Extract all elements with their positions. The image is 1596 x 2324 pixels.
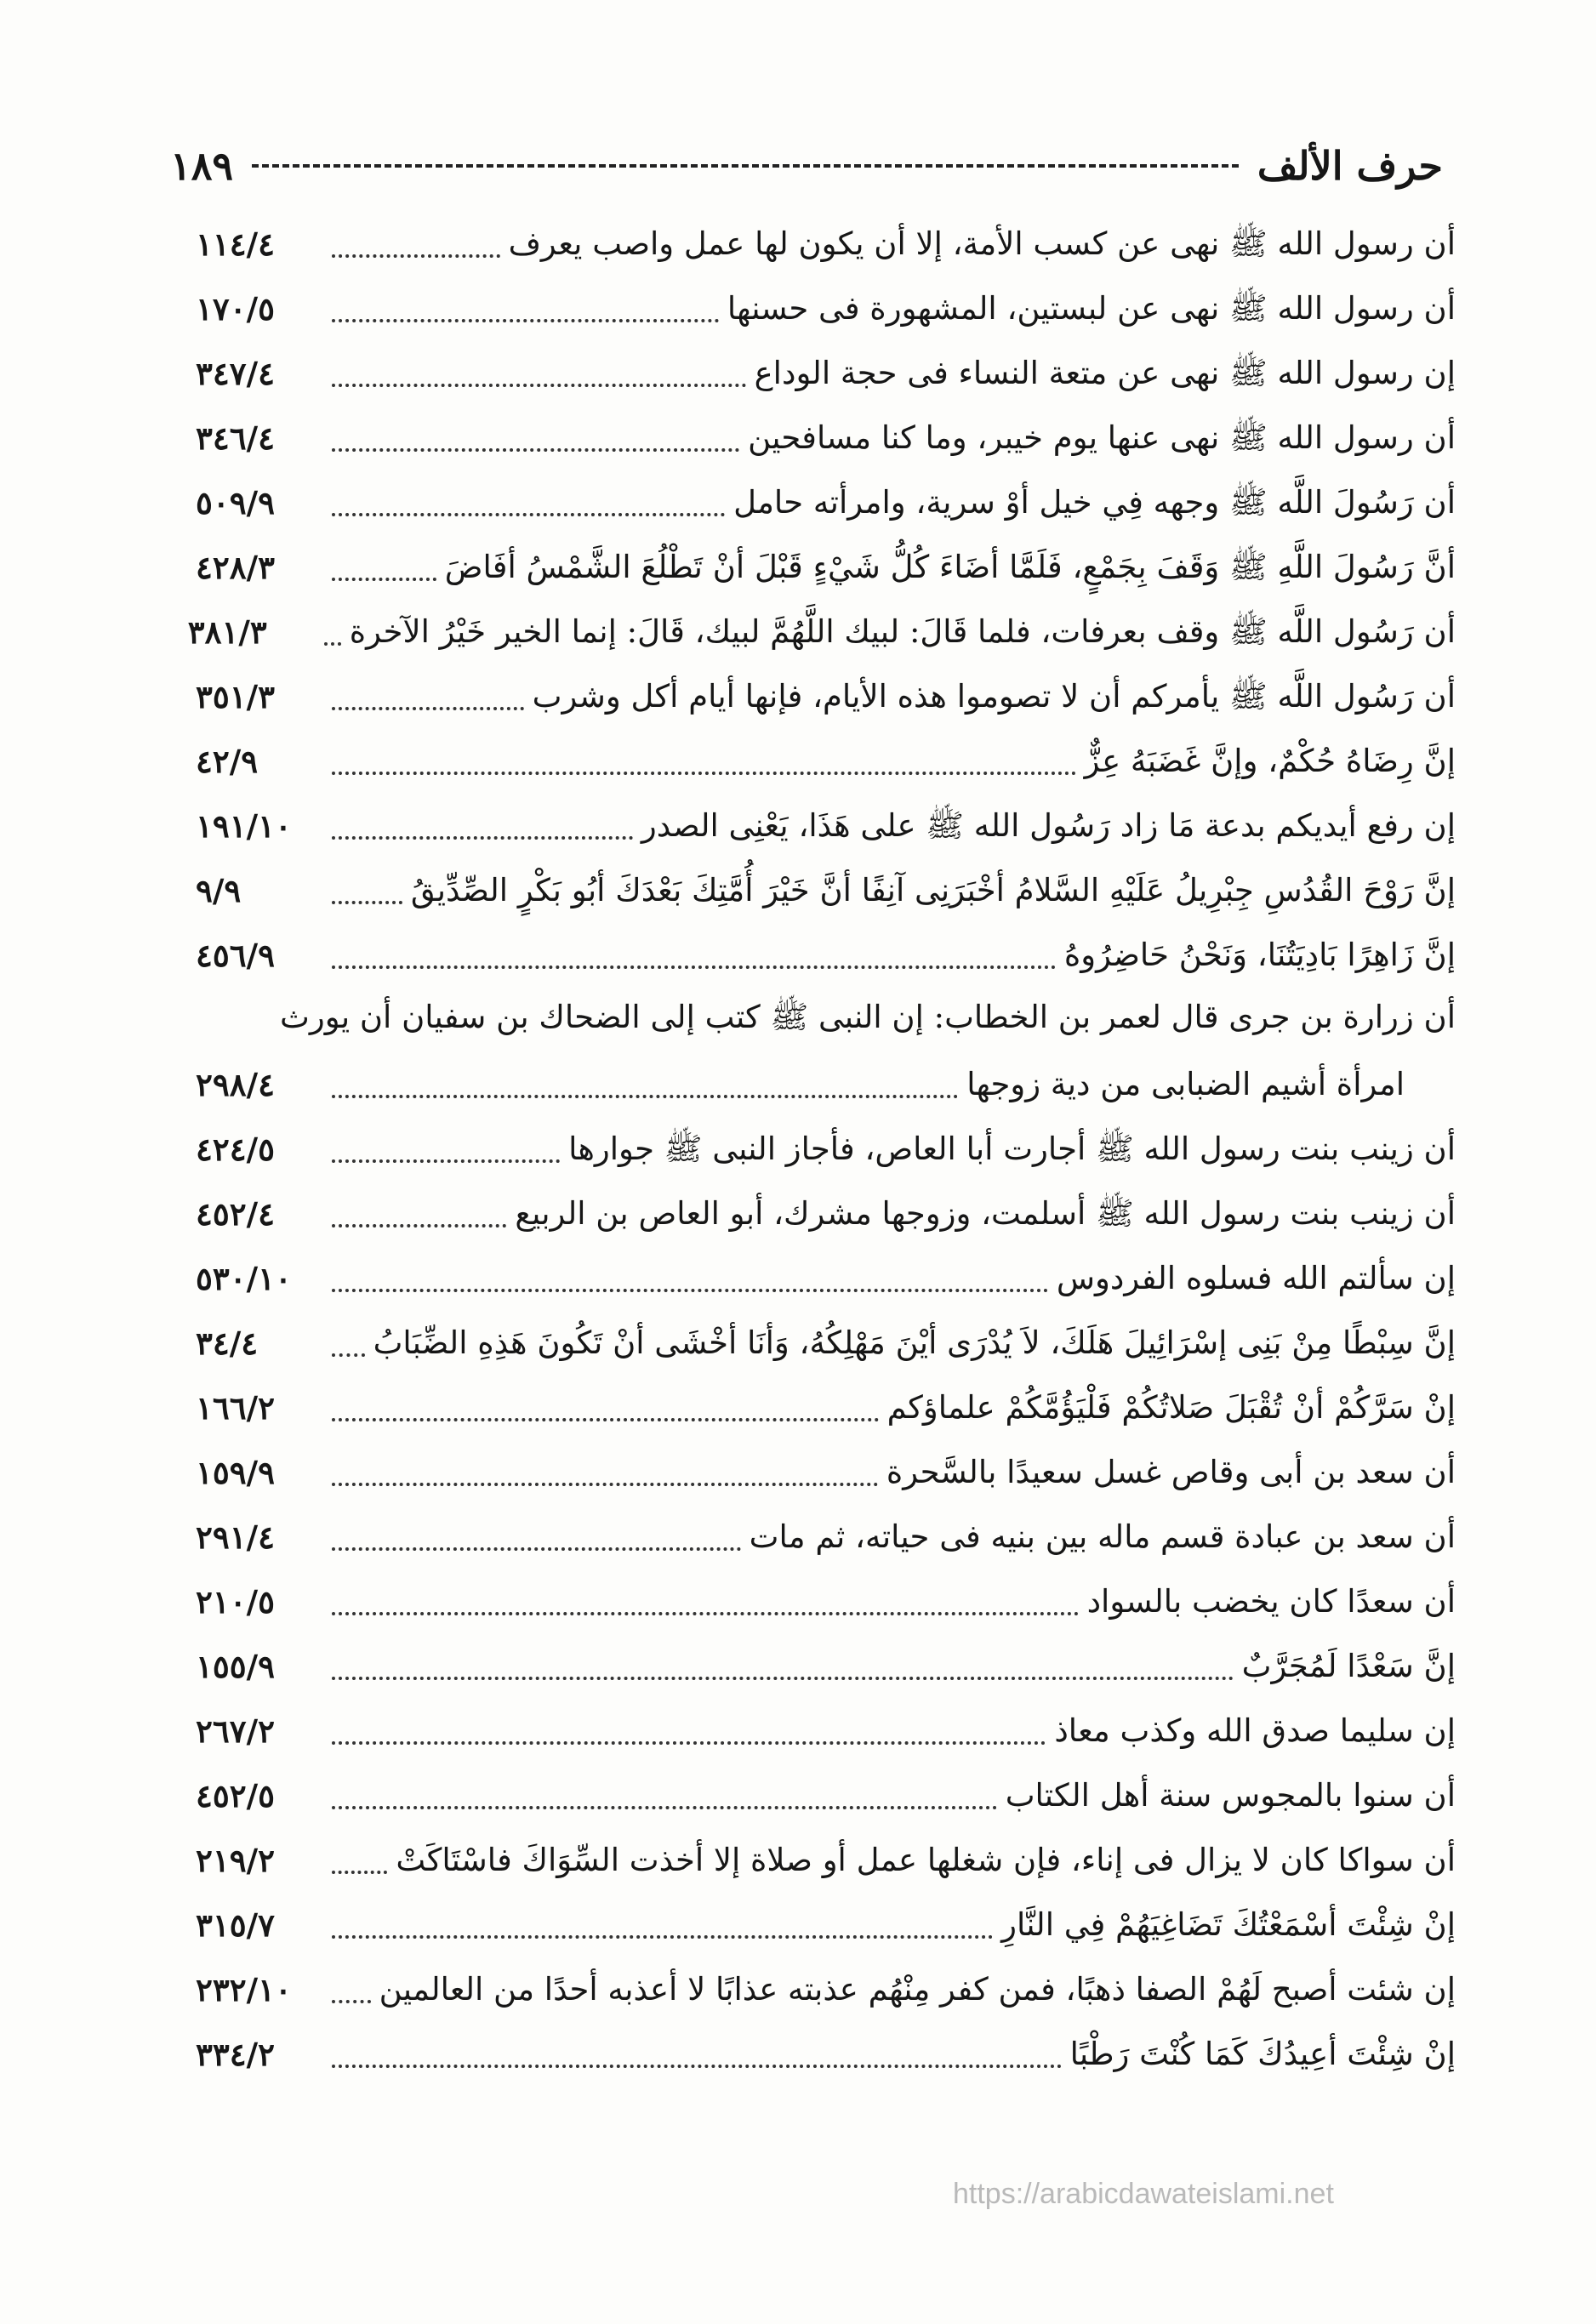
volume-page-reference: ٤٥٢/٥ — [196, 1777, 276, 1814]
index-entry — [196, 920, 1456, 984]
leader-dots — [332, 707, 524, 710]
volume-page-reference: ٣٥١/٣ — [196, 678, 276, 715]
index-entry — [196, 402, 1456, 467]
chapter-title: حرف الألف — [1257, 143, 1443, 189]
entry-text: إن رفع أيديكم بدعة مَا زاد رَسُول الله ﷺ على هَذَا، يَعْنِى الصدر — [641, 807, 1456, 844]
volume-page-reference: ١٥٥/٩ — [196, 1648, 276, 1685]
hadith-index-list — [187, 208, 1456, 2083]
index-entry — [196, 1307, 1456, 1372]
leader-dots — [332, 513, 725, 516]
volume-page-reference: ٣١٥/٧ — [196, 1906, 276, 1944]
index-entry — [196, 273, 1456, 338]
volume-page-reference: ٣٤٦/٤ — [196, 419, 276, 457]
index-entry — [196, 532, 1456, 596]
index-entry — [196, 1049, 1456, 1114]
volume-page-reference: ٣٨١/٣ — [187, 613, 267, 651]
index-entry — [196, 1760, 1456, 1825]
volume-page-reference: ٤٢/٩ — [196, 743, 259, 780]
index-entry — [196, 1695, 1456, 1760]
entry-text: أن سعدًا كان يخضب بالسواد — [1086, 1583, 1456, 1620]
index-entry — [196, 1114, 1456, 1178]
leader-dots — [332, 448, 739, 452]
entry-text: إن سليما صدق الله وكذب معاذ — [1054, 1712, 1456, 1749]
index-entry — [196, 1437, 1456, 1501]
volume-page-reference: ٤٢٨/٣ — [196, 549, 276, 586]
leader-dots — [332, 965, 1056, 969]
entry-text: إنْ شِئْتَ أسْمَعْتُكَ تَضَاغِيَهُمْ فِي النَّارِ — [1001, 1906, 1456, 1943]
watermark-url: https://arabicdawateislami.net — [953, 2178, 1334, 2210]
index-entry — [196, 1889, 1456, 1954]
leader-dots — [332, 1741, 1046, 1745]
volume-page-reference: ١٩١/١٠ — [196, 807, 292, 845]
volume-page-reference: ٢٦٧/٢ — [196, 1712, 276, 1750]
entry-text: أن رَسُولَ اللَّه ﷺ وجهه فِي خيل أوْ سرية، وامرأته حامل — [733, 484, 1456, 521]
volume-page-reference: ٢١٩/٢ — [196, 1842, 276, 1879]
volume-page-reference: ٤٢٤/٥ — [196, 1131, 276, 1168]
volume-page-reference: ٢٩١/٤ — [196, 1518, 276, 1556]
volume-page-reference: ٣٤٧/٤ — [196, 355, 276, 392]
volume-page-reference: ٣٤/٤ — [196, 1324, 259, 1362]
leader-dots — [332, 772, 1076, 775]
entry-text: أن زينب بنت رسول الله ﷺ أجارت أبا العاص، فأجاز النبى ﷺ جوارها — [568, 1131, 1456, 1167]
entry-text: أنَّ رَسُولَ اللَّهِ ﷺ وَقَفَ بِجَمْعٍ، فَلَمَّا أضَاءَ كُلُّ شَيْءٍ قَبْلَ أنْ تَطْلُعَ الشَّمْسُ أفَاضَ — [444, 549, 1456, 585]
index-entry — [196, 984, 1456, 1049]
index-entry — [196, 1178, 1456, 1243]
entry-text: أن رسول الله ﷺ نهى عنها يوم خيبر، وما كنا مسافحين — [748, 419, 1456, 456]
index-entry — [196, 1825, 1456, 1889]
entry-text: أن سنوا بالمجوس سنة أهل الكتاب — [1005, 1777, 1456, 1814]
volume-page-reference: ٢١٠/٥ — [196, 1583, 276, 1621]
leader-dots — [332, 1806, 997, 1809]
volume-page-reference: ٥٠٩/٩ — [196, 484, 276, 521]
leader-dots — [332, 578, 436, 581]
leader-dots — [332, 901, 402, 904]
leader-dots — [332, 319, 719, 322]
index-entry — [187, 596, 1456, 661]
entry-text: إن شئت أصبح لَهُمْ الصفا ذهبًا، فمن كفر مِنْهُم عذبته عذابًا لا أعذبه أحدًا من العالمين — [379, 1971, 1456, 2008]
entry-text: إنْ شِئْتَ أعِيدُكَ كَمَا كُنْتَ رَطْبًا — [1069, 2036, 1456, 2072]
entry-text: إنَّ سِبْطًا مِنْ بَنِى إسْرَائِيلَ هَلَكَ، لاَ يُدْرَى أيْنَ مَهْلِكُهُ، وَأنَا أخْشَى أنْ تَكُونَ هَذِهِ الضِّبَابُ — [373, 1324, 1456, 1361]
volume-page-reference: ١٦٦/٢ — [196, 1389, 276, 1427]
entry-text: امرأة أشيم الضبابى من دية زوجها — [966, 1066, 1405, 1102]
leader-dots — [332, 254, 500, 258]
leader-dots — [332, 1159, 560, 1163]
index-entry — [196, 1372, 1456, 1437]
entry-text: أن رَسُول اللَّه ﷺ وقف بعرفات، فلما قَالَ: لبيك اللَّهُمَّ لبيك، قَالَ: إنما الخير خَيْرُ الآخرة — [349, 613, 1456, 650]
leader-dots — [332, 1871, 387, 1874]
index-entry — [196, 1566, 1456, 1631]
index-entry — [196, 790, 1456, 855]
leader-dots — [332, 1483, 878, 1486]
volume-page-reference: ٢٣٢/١٠ — [196, 1971, 292, 2008]
entry-text: إن سألتم الله فسلوه الفردوس — [1056, 1260, 1456, 1296]
leader-dots — [332, 1289, 1048, 1292]
volume-page-reference: ٢٩٨/٤ — [196, 1066, 276, 1103]
index-entry — [196, 661, 1456, 726]
volume-page-reference: ١٥٩/٩ — [196, 1454, 276, 1491]
entry-text: إنَّ زَاهِرًا بَادِيَتُنَا، وَنَحْنُ حَاضِرُوهُ — [1063, 937, 1456, 973]
entry-text: إنَّ سَعْدًا لَمُجَرَّبٌ — [1241, 1648, 1456, 1684]
entry-text: أن رسول الله ﷺ نهى عن لبستين، المشهورة فى حسنها — [727, 290, 1456, 327]
leader-dots — [332, 1547, 741, 1551]
leader-dots — [332, 1418, 879, 1421]
index-entry — [196, 467, 1456, 532]
entry-text: أن رسول الله ﷺ نهى عن كسب الأمة، إلا أن يكون لها عمل واصب يعرف — [508, 225, 1456, 262]
leader-dots — [332, 1935, 993, 1939]
volume-page-reference: ١١٤/٤ — [196, 225, 276, 263]
entry-text: أن رَسُول اللَّه ﷺ يأمركم أن لا تصوموا هذه الأيام، فإنها أيام أكل وشرب — [532, 678, 1456, 715]
leader-dots — [332, 384, 746, 387]
volume-page-reference: ٥٣٠/١٠ — [196, 1260, 292, 1297]
entry-text: أن زينب بنت رسول الله ﷺ أسلمت، وزوجها مشرك، أبو العاص بن الربيع — [515, 1195, 1456, 1232]
leader-dots — [332, 1353, 365, 1357]
index-entry — [196, 338, 1456, 402]
entry-text: إنْ سَرَّكُمْ أنْ تُقْبَلَ صَلاتُكُمْ فَلْيَؤُمَّكُمْ علماؤكم — [886, 1389, 1456, 1426]
leader-dots — [332, 1612, 1079, 1615]
entry-text: أن سواكا كان لا يزال فى إناء، فإن شغلها عمل أو صلاة إلا أخذت السِّوَاكَ فاسْتَاكَتْ — [396, 1842, 1456, 1878]
entry-text: أن سعد بن عبادة قسم ماله بين بنيه فى حياته، ثم مات — [749, 1518, 1456, 1555]
page-number: ١٨٩ — [170, 143, 234, 189]
volume-page-reference: ٣٣٤/٢ — [196, 2036, 276, 2073]
leader-dots — [332, 2065, 1062, 2068]
entry-text: إن رسول الله ﷺ نهى عن متعة النساء فى حجة الوداع — [754, 355, 1456, 391]
volume-page-reference: ١٧٠/٥ — [196, 290, 276, 328]
volume-page-reference: ٤٥٦/٩ — [196, 937, 276, 974]
entry-text: إنَّ رَوْحَ القُدُسِ جِبْرِيلُ عَلَيْهِ السَّلامُ أخْبَرَنِى آنِفًا أنَّ خَيْرَ أُمَّتِكَ بَعْدَكَ أبُو بَكْرٍ الصِّدِّيقُ — [410, 872, 1456, 909]
index-entry — [196, 1501, 1456, 1566]
index-entry — [196, 1631, 1456, 1695]
leader-dots — [332, 836, 633, 840]
index-entry — [196, 208, 1456, 273]
running-header — [170, 128, 1443, 204]
index-entry — [196, 1243, 1456, 1307]
leader-dots — [332, 1224, 506, 1228]
volume-page-reference: ٤٥٢/٤ — [196, 1195, 276, 1233]
index-entry — [196, 855, 1456, 920]
leader-dots — [332, 1095, 958, 1098]
index-entry — [196, 2019, 1456, 2083]
leader-dots — [332, 2000, 371, 2003]
header-dashed-rule — [252, 164, 1239, 168]
leader-dots — [324, 642, 341, 646]
leader-dots — [332, 1677, 1234, 1680]
entry-text: إنَّ رِضَاهُ حُكْمٌ، وإنَّ غَضَبَهُ عِزٌّ — [1084, 743, 1456, 779]
index-entry — [196, 1954, 1456, 2019]
volume-page-reference: ٩/٩ — [196, 872, 242, 909]
entry-text: أن زرارة بن جرى قال لعمر بن الخطاب: إن النبى ﷺ كتب إلى الضحاك بن سفيان أن يورث — [280, 999, 1456, 1035]
entry-text: أن سعد بن أبى وقاص غسل سعيدًا بالسَّحرة — [886, 1454, 1456, 1490]
index-entry — [196, 726, 1456, 790]
